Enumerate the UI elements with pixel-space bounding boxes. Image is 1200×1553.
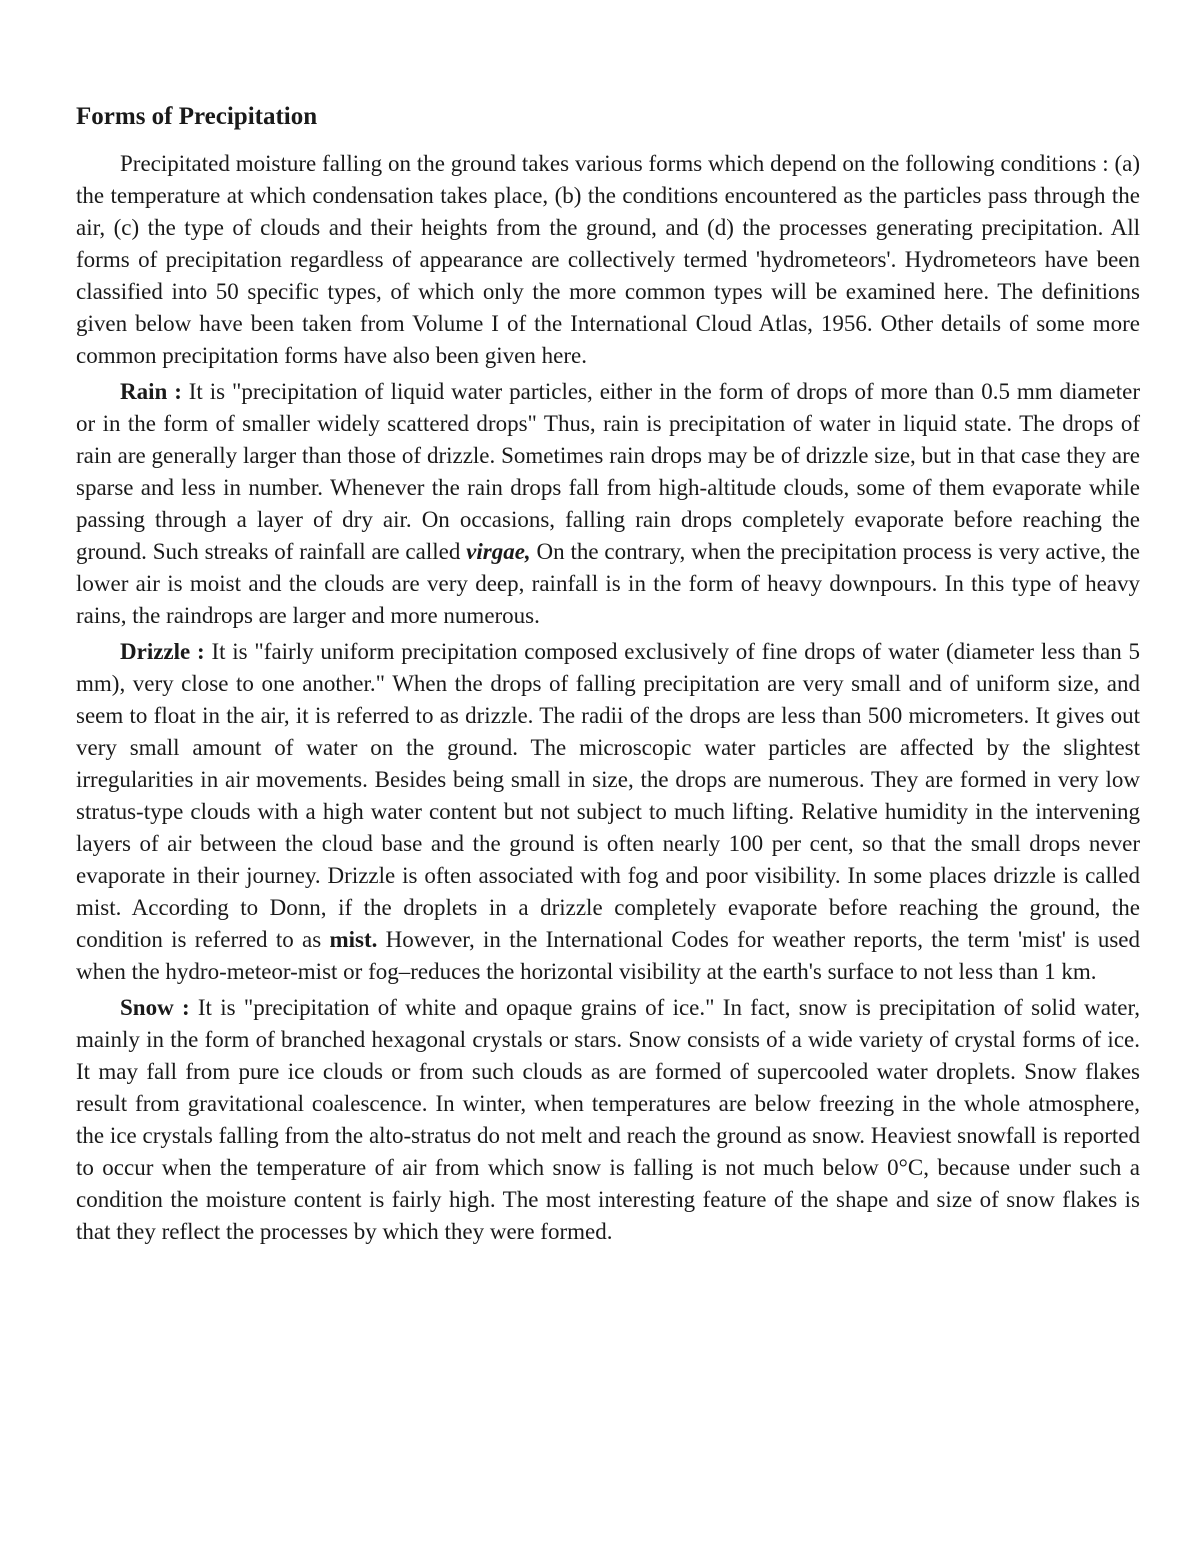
drizzle-term: Drizzle : [120,639,205,664]
rain-term: Rain : [120,379,182,404]
drizzle-paragraph [76,636,1140,988]
drizzle-text-b: However, in the International Codes for weather reports, the term 'mist' is used when the hydro-meteor-mist or fog–reduces the horizontal visibility at the earth's surface to not less than 1 km. [76,927,1140,984]
snow-text: It is "precipitation of white and opaque grains of ice." In fact, snow is precipitation of solid water, mainly in the form of branched hexagonal crystals or stars. Snow consists of a wide variety of crystal forms of ice. It may fall from pure ice clouds or from such clouds as are formed of supercooled water droplets. Snow flakes result from gravitational coalescence. In winter, when temperatures are below freezing in the whole atmosphere, the ice crystals falling from the alto-stratus do not melt and reach the ground as snow. Heaviest snowfall is reported to occur when the temperature of air from which snow is falling is not much below 0°C, because under such a condition the moisture content is fairly high. The most interesting feature of the shape and size of snow flakes is that they reflect the processes by which they were formed. [76,995,1140,1244]
snow-paragraph [76,992,1140,1248]
section-title: Forms of Precipitation [76,103,318,130]
snow-term: Snow : [120,995,190,1020]
mist-term: mist. [329,927,378,952]
drizzle-text-a: It is "fairly uniform precipitation composed exclusively of fine drops of water (diameter less than 5 mm), very close to one another." When the drops of falling precipitation are very small and of uniform size, and seem to float in the air, it is referred to as drizzle. The radii of the drops are less than 500 micrometers. It gives out very small amount of water on the ground. The microscopic water particles are affected by the slightest irregularities in air movements. Besides being small in size, the drops are numerous. They are formed in very low stratus-type clouds with a high water content but not subject to much lifting. Relative humidity in the intervening layers of air between the cloud base and the ground is often nearly 100 per cent, so that the small drops never evaporate in their journey. Drizzle is often associated with fog and poor visibility. In some places drizzle is called mist. According to Donn, if the droplets in a drizzle completely evaporate before reaching the ground, the condition is referred to as [76,639,1140,952]
rain-paragraph [76,376,1140,632]
rain-text-a: It is "precipitation of liquid water particles, either in the form of drops of more than 0.5 mm diameter or in the form of smaller widely scattered drops" Thus, rain is precipitation of water in liquid state. The drops of rain are generally larger than those of drizzle. Sometimes rain drops may be of drizzle size, but in that case they are sparse and less in number. Whenever the rain drops fall from high-altitude clouds, some of them evaporate while passing through a layer of dry air. On occasions, falling rain drops completely evaporate before reaching the ground. Such streaks of rainfall are called [76,379,1140,564]
virgae-term: virgae, [466,539,531,564]
intro-paragraph: Precipitated moisture falling on the ground takes various forms which depend on the following conditions : (a) the temperature at which condensation takes place, (b) the conditions encountered as the particles pass through the air, (c) the type of clouds and their heights from the ground, and (d) the processes generating precipitation. All forms of precipitation regardless of appearance are collectively termed 'hydrometeors'. Hydrometeors have been classified into 50 specific types, of which only the more common types will be examined here. The definitions given below have been taken from Volume I of the International Cloud Atlas, 1956. Other details of some more common precipitation forms have also been given here. [76,151,1140,368]
document-page [76,100,1140,1252]
rain-text-b: On the contrary, when the precipitation process is very active, the lower air is moist and the clouds are very deep, rainfall is in the form of heavy downpours. In this type of heavy rains, the raindrops are larger and more numerous. [76,539,1141,628]
